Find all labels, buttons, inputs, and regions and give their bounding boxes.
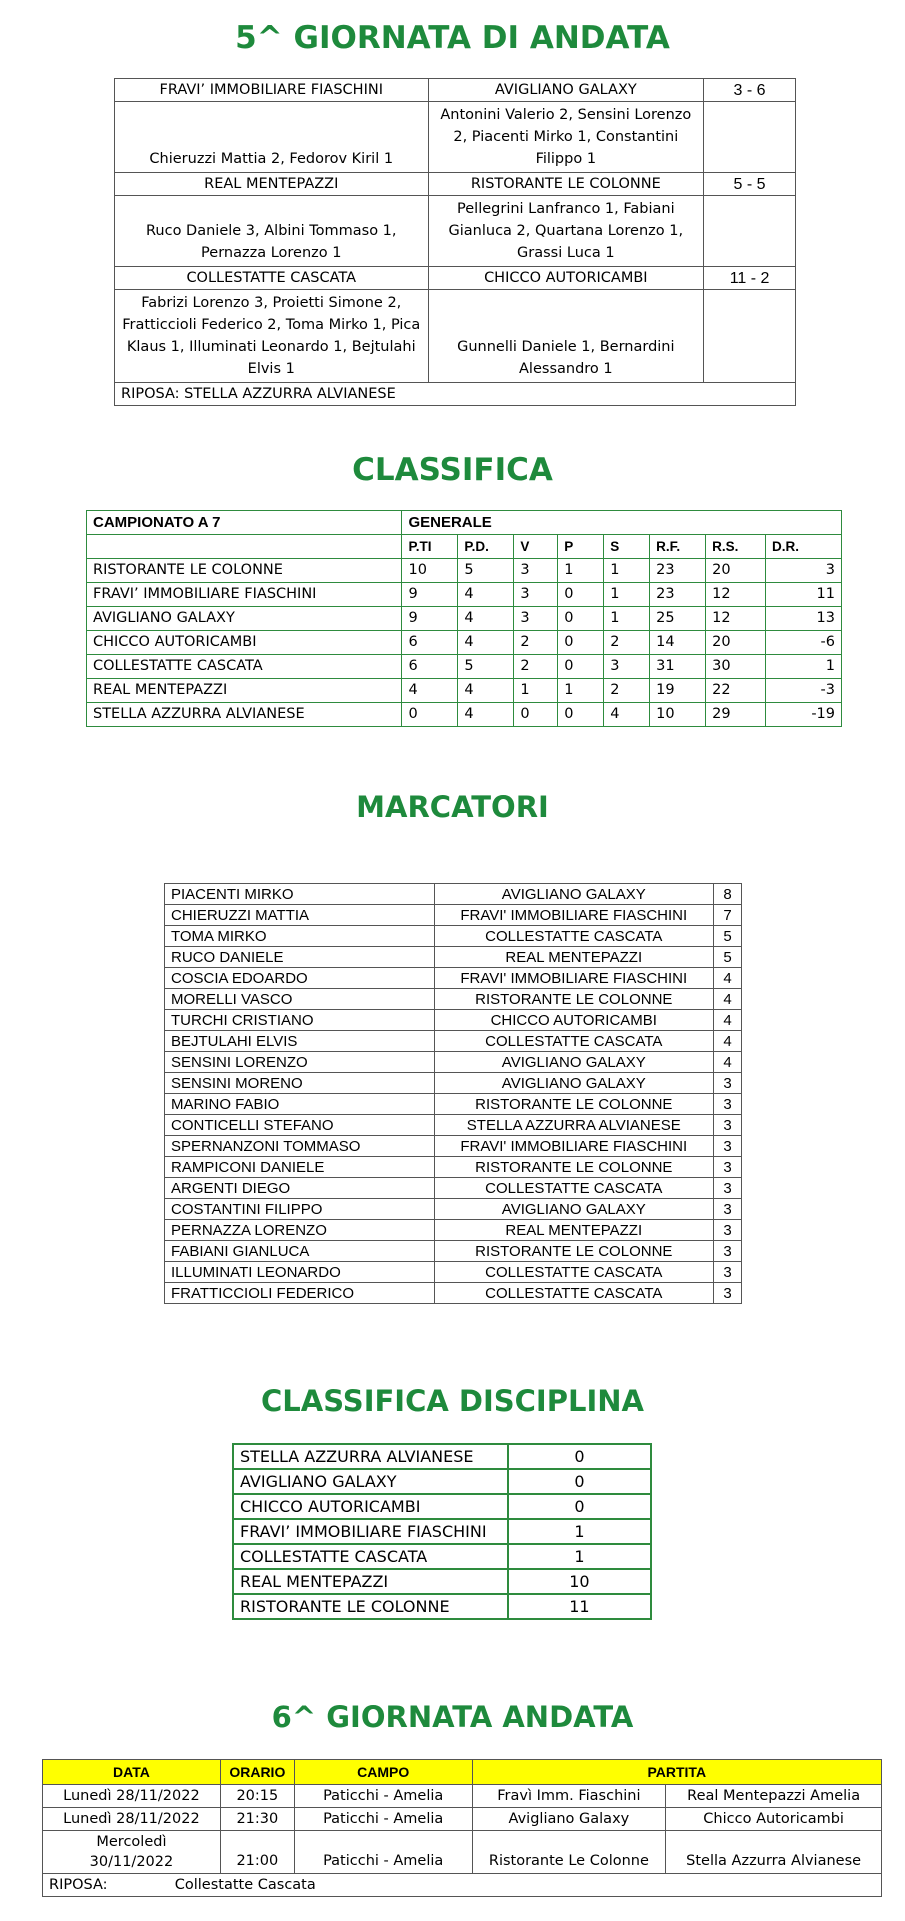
home-scorers: Fabrizi Lorenzo 3, Proietti Simone 2, Fratticcioli Federico 2, Toma Mirko 1, Pica Klaus 1, Illuminati Leonardo 1, Bejtulahi Elvis 1 bbox=[115, 290, 429, 383]
standings-value: 1 bbox=[558, 679, 604, 703]
discipline-table bbox=[232, 1443, 652, 1620]
standings-row bbox=[87, 607, 842, 631]
column-header: S bbox=[604, 535, 650, 559]
standings-team: FRAVI’ IMMOBILIARE FIASCHINI bbox=[87, 583, 402, 607]
scorer-row bbox=[165, 1010, 742, 1031]
match-home: Ristorante Le Colonne bbox=[472, 1831, 666, 1874]
discipline-points: 10 bbox=[508, 1569, 651, 1594]
standings-value: 3 bbox=[514, 559, 558, 583]
riposa-label: RIPOSA: bbox=[49, 1876, 108, 1893]
standings-header-row bbox=[87, 511, 842, 535]
scorer-name: RUCO DANIELE bbox=[165, 947, 435, 968]
standings-title: CLASSIFICA bbox=[352, 452, 553, 488]
scorer-name: ILLUMINATI LEONARDO bbox=[165, 1262, 435, 1283]
scorer-name: BEJTULAHI ELVIS bbox=[165, 1031, 435, 1052]
match-row bbox=[115, 267, 796, 290]
scorer-row bbox=[165, 1115, 742, 1136]
scorer-name: ARGENTI DIEGO bbox=[165, 1178, 435, 1199]
standings-value: 4 bbox=[458, 703, 514, 727]
standings-value: 12 bbox=[706, 583, 766, 607]
scorer-goals: 4 bbox=[714, 989, 742, 1010]
scorer-goals: 3 bbox=[714, 1094, 742, 1115]
standings-team: REAL MENTEPAZZI bbox=[87, 679, 402, 703]
discipline-team: FRAVI’ IMMOBILIARE FIASCHINI bbox=[233, 1519, 508, 1544]
match-score: 3 - 6 bbox=[704, 79, 796, 102]
scorer-team: COLLESTATTE CASCATA bbox=[434, 1262, 713, 1283]
standings-row bbox=[87, 631, 842, 655]
standings-value: 3 bbox=[514, 583, 558, 607]
home-scorers: Chieruzzi Mattia 2, Fedorov Kiril 1 bbox=[115, 102, 429, 173]
scorer-name: RAMPICONI DANIELE bbox=[165, 1157, 435, 1178]
scorer-goals: 3 bbox=[714, 1199, 742, 1220]
scorer-team: RISTORANTE LE COLONNE bbox=[434, 1157, 713, 1178]
column-header: R.F. bbox=[650, 535, 706, 559]
match-score: 11 - 2 bbox=[704, 267, 796, 290]
league-name: CAMPIONATO A 7 bbox=[87, 511, 402, 535]
column-header: V bbox=[514, 535, 558, 559]
home-team: FRAVI’ IMMOBILIARE FIASCHINI bbox=[115, 79, 429, 102]
standings-value: 3 bbox=[604, 655, 650, 679]
away-team: RISTORANTE LE COLONNE bbox=[428, 173, 704, 196]
discipline-row bbox=[233, 1519, 651, 1544]
scorer-team: STELLA AZZURRA ALVIANESE bbox=[434, 1115, 713, 1136]
standings-value: 2 bbox=[514, 631, 558, 655]
scorer-row bbox=[165, 905, 742, 926]
discipline-team: COLLESTATTE CASCATA bbox=[233, 1544, 508, 1569]
away-team: AVIGLIANO GALAXY bbox=[428, 79, 704, 102]
standings-value: 19 bbox=[650, 679, 706, 703]
scorer-row bbox=[165, 1283, 742, 1304]
scorer-row bbox=[165, 947, 742, 968]
scorer-goals: 4 bbox=[714, 1010, 742, 1031]
standings-value: 6 bbox=[402, 631, 458, 655]
column-header: P.TI bbox=[402, 535, 458, 559]
standings-value: 14 bbox=[650, 631, 706, 655]
away-scorers: Pellegrini Lanfranco 1, Fabiani Gianluca 2, Quartana Lorenzo 1, Grassi Luca 1 bbox=[428, 196, 704, 267]
discipline-row bbox=[233, 1544, 651, 1569]
riposa-text: RIPOSA: STELLA AZZURRA ALVIANESE bbox=[115, 383, 796, 406]
scorer-row bbox=[165, 1052, 742, 1073]
discipline-row bbox=[233, 1444, 651, 1469]
scorer-row bbox=[165, 1031, 742, 1052]
column-header: P bbox=[558, 535, 604, 559]
scorer-goals: 4 bbox=[714, 968, 742, 989]
column-header: P.D. bbox=[458, 535, 514, 559]
standings-row bbox=[87, 583, 842, 607]
standings-value: 4 bbox=[458, 607, 514, 631]
scorers-title: MARCATORI bbox=[356, 790, 549, 824]
scorer-goals: 3 bbox=[714, 1073, 742, 1094]
scorer-team: RISTORANTE LE COLONNE bbox=[434, 1094, 713, 1115]
scorer-team: FRAVI' IMMOBILIARE FIASCHINI bbox=[434, 968, 713, 989]
standings-value: 13 bbox=[766, 607, 842, 631]
match-home: Avigliano Galaxy bbox=[472, 1808, 666, 1831]
scorer-goals: 3 bbox=[714, 1241, 742, 1262]
scorer-name: SENSINI MORENO bbox=[165, 1073, 435, 1094]
header-data: DATA bbox=[43, 1760, 221, 1785]
scorer-team: REAL MENTEPAZZI bbox=[434, 1220, 713, 1241]
scorer-name: FRATTICCIOLI FEDERICO bbox=[165, 1283, 435, 1304]
match-date: Lunedì 28/11/2022 bbox=[43, 1785, 221, 1808]
schedule-table bbox=[42, 1759, 882, 1897]
match-field: Paticchi - Amelia bbox=[294, 1808, 472, 1831]
standings-value: 10 bbox=[650, 703, 706, 727]
round6-title: 6^ GIORNATA ANDATA bbox=[271, 1700, 634, 1734]
scorer-row bbox=[165, 1073, 742, 1094]
standings-value: 1 bbox=[558, 559, 604, 583]
scorer-row bbox=[165, 884, 742, 905]
scorer-team: REAL MENTEPAZZI bbox=[434, 947, 713, 968]
scorer-goals: 3 bbox=[714, 1136, 742, 1157]
scorer-name: CHIERUZZI MATTIA bbox=[165, 905, 435, 926]
standings-value: 10 bbox=[402, 559, 458, 583]
scorer-team: AVIGLIANO GALAXY bbox=[434, 1199, 713, 1220]
scorers-row bbox=[115, 290, 796, 383]
standings-row bbox=[87, 655, 842, 679]
scorer-goals: 3 bbox=[714, 1220, 742, 1241]
match-home: Fravì Imm. Fiaschini bbox=[472, 1785, 666, 1808]
home-team: COLLESTATTE CASCATA bbox=[115, 267, 429, 290]
standings-value: 30 bbox=[706, 655, 766, 679]
scorer-team: RISTORANTE LE COLONNE bbox=[434, 1241, 713, 1262]
standings-value: 0 bbox=[402, 703, 458, 727]
discipline-points: 11 bbox=[508, 1594, 651, 1619]
scorer-name: FABIANI GIANLUCA bbox=[165, 1241, 435, 1262]
scorer-team: COLLESTATTE CASCATA bbox=[434, 926, 713, 947]
standings-value: 2 bbox=[604, 679, 650, 703]
standings-value: 23 bbox=[650, 559, 706, 583]
header-campo: CAMPO bbox=[294, 1760, 472, 1785]
match-field: Paticchi - Amelia bbox=[294, 1785, 472, 1808]
round5-title: 5^ GIORNATA DI ANDATA bbox=[235, 20, 670, 56]
standings-value: 23 bbox=[650, 583, 706, 607]
riposa-team: Collestatte Cascata bbox=[174, 1876, 316, 1893]
scorer-goals: 3 bbox=[714, 1157, 742, 1178]
scorer-row bbox=[165, 1094, 742, 1115]
scorer-row bbox=[165, 989, 742, 1010]
match-row bbox=[115, 173, 796, 196]
standings-value: 4 bbox=[458, 679, 514, 703]
discipline-points: 1 bbox=[508, 1544, 651, 1569]
scorer-name: CONTICELLI STEFANO bbox=[165, 1115, 435, 1136]
group-name: GENERALE bbox=[402, 511, 842, 535]
discipline-points: 0 bbox=[508, 1444, 651, 1469]
scorer-name: MARINO FABIO bbox=[165, 1094, 435, 1115]
standings-value: 0 bbox=[558, 607, 604, 631]
standings-value: 1 bbox=[604, 583, 650, 607]
scorer-goals: 4 bbox=[714, 1031, 742, 1052]
standings-value: 0 bbox=[558, 655, 604, 679]
standings-value: -19 bbox=[766, 703, 842, 727]
standings-team: COLLESTATTE CASCATA bbox=[87, 655, 402, 679]
scorers-row bbox=[115, 102, 796, 173]
scorer-goals: 4 bbox=[714, 1052, 742, 1073]
standings-value: 4 bbox=[604, 703, 650, 727]
match-away: Stella Azzurra Alvianese bbox=[666, 1831, 882, 1874]
standings-value: 29 bbox=[706, 703, 766, 727]
standings-value: 0 bbox=[514, 703, 558, 727]
standings-value: 1 bbox=[766, 655, 842, 679]
scorer-row bbox=[165, 1220, 742, 1241]
riposa-cell bbox=[43, 1874, 882, 1897]
standings-value: 11 bbox=[766, 583, 842, 607]
discipline-row bbox=[233, 1469, 651, 1494]
scorer-team: COLLESTATTE CASCATA bbox=[434, 1031, 713, 1052]
schedule-header-row bbox=[43, 1760, 882, 1785]
standings-team: AVIGLIANO GALAXY bbox=[87, 607, 402, 631]
standings-row bbox=[87, 703, 842, 727]
match-score: 5 - 5 bbox=[704, 173, 796, 196]
discipline-team: AVIGLIANO GALAXY bbox=[233, 1469, 508, 1494]
scorer-name: PIACENTI MIRKO bbox=[165, 884, 435, 905]
standings-row bbox=[87, 559, 842, 583]
standings-value: 0 bbox=[558, 583, 604, 607]
standings-columns-row bbox=[87, 535, 842, 559]
scorer-team: COLLESTATTE CASCATA bbox=[434, 1178, 713, 1199]
discipline-team: CHICCO AUTORICAMBI bbox=[233, 1494, 508, 1519]
standings-value: 2 bbox=[604, 631, 650, 655]
header-partita: PARTITA bbox=[472, 1760, 881, 1785]
scorer-name: SENSINI LORENZO bbox=[165, 1052, 435, 1073]
discipline-title: CLASSIFICA DISCIPLINA bbox=[261, 1384, 644, 1418]
scorer-row bbox=[165, 968, 742, 989]
scorer-name: SPERNANZONI TOMMASO bbox=[165, 1136, 435, 1157]
match-field: Paticchi - Amelia bbox=[294, 1831, 472, 1874]
standings-value: 12 bbox=[706, 607, 766, 631]
discipline-points: 0 bbox=[508, 1494, 651, 1519]
discipline-team: REAL MENTEPAZZI bbox=[233, 1569, 508, 1594]
header-orario: ORARIO bbox=[220, 1760, 294, 1785]
scorer-team: FRAVI' IMMOBILIARE FIASCHINI bbox=[434, 905, 713, 926]
results-table bbox=[114, 78, 796, 406]
scorer-name: TOMA MIRKO bbox=[165, 926, 435, 947]
standings-table bbox=[86, 510, 842, 727]
standings-value: 3 bbox=[514, 607, 558, 631]
standings-team: CHICCO AUTORICAMBI bbox=[87, 631, 402, 655]
standings-value: 20 bbox=[706, 559, 766, 583]
scorer-team: FRAVI' IMMOBILIARE FIASCHINI bbox=[434, 1136, 713, 1157]
standings-value: 4 bbox=[402, 679, 458, 703]
standings-value: 31 bbox=[650, 655, 706, 679]
standings-value: 3 bbox=[766, 559, 842, 583]
scorer-team: AVIGLIANO GALAXY bbox=[434, 1052, 713, 1073]
standings-value: 0 bbox=[558, 631, 604, 655]
scorer-row bbox=[165, 1199, 742, 1220]
scorer-name: COSCIA EDOARDO bbox=[165, 968, 435, 989]
standings-value: 22 bbox=[706, 679, 766, 703]
discipline-row bbox=[233, 1594, 651, 1619]
scorer-team: AVIGLIANO GALAXY bbox=[434, 884, 713, 905]
standings-value: 2 bbox=[514, 655, 558, 679]
scorer-team: COLLESTATTE CASCATA bbox=[434, 1283, 713, 1304]
discipline-team: RISTORANTE LE COLONNE bbox=[233, 1594, 508, 1619]
match-date: Mercoledì 30/11/2022 bbox=[43, 1831, 221, 1874]
away-team: CHICCO AUTORICAMBI bbox=[428, 267, 704, 290]
scorers-table bbox=[164, 883, 742, 1304]
match-away: Chicco Autoricambi bbox=[666, 1808, 882, 1831]
standings-value: 0 bbox=[558, 703, 604, 727]
scorer-row bbox=[165, 1136, 742, 1157]
standings-value: -6 bbox=[766, 631, 842, 655]
away-scorers: Antonini Valerio 2, Sensini Lorenzo 2, Piacenti Mirko 1, Constantini Filippo 1 bbox=[428, 102, 704, 173]
standings-value: 1 bbox=[514, 679, 558, 703]
schedule-row bbox=[43, 1831, 882, 1874]
standings-value: 9 bbox=[402, 583, 458, 607]
standings-value: -3 bbox=[766, 679, 842, 703]
discipline-points: 0 bbox=[508, 1469, 651, 1494]
discipline-row bbox=[233, 1569, 651, 1594]
scorer-team: CHICCO AUTORICAMBI bbox=[434, 1010, 713, 1031]
match-time: 20:15 bbox=[220, 1785, 294, 1808]
scorer-goals: 3 bbox=[714, 1262, 742, 1283]
match-time: 21:00 bbox=[220, 1831, 294, 1874]
scorer-row bbox=[165, 1157, 742, 1178]
standings-value: 4 bbox=[458, 583, 514, 607]
standings-value: 6 bbox=[402, 655, 458, 679]
standings-value: 5 bbox=[458, 655, 514, 679]
riposa-row bbox=[43, 1874, 882, 1897]
scorer-row bbox=[165, 926, 742, 947]
scorers-row bbox=[115, 196, 796, 267]
schedule-row bbox=[43, 1808, 882, 1831]
scorer-name: TURCHI CRISTIANO bbox=[165, 1010, 435, 1031]
standings-team: STELLA AZZURRA ALVIANESE bbox=[87, 703, 402, 727]
column-header: D.R. bbox=[766, 535, 842, 559]
scorer-team: AVIGLIANO GALAXY bbox=[434, 1073, 713, 1094]
scorer-goals: 3 bbox=[714, 1283, 742, 1304]
scorer-goals: 8 bbox=[714, 884, 742, 905]
match-date: Lunedì 28/11/2022 bbox=[43, 1808, 221, 1831]
standings-value: 4 bbox=[458, 631, 514, 655]
scorer-name: PERNAZZA LORENZO bbox=[165, 1220, 435, 1241]
scorer-row bbox=[165, 1241, 742, 1262]
standings-team: RISTORANTE LE COLONNE bbox=[87, 559, 402, 583]
standings-value: 1 bbox=[604, 559, 650, 583]
match-away: Real Mentepazzi Amelia bbox=[666, 1785, 882, 1808]
scorer-name: MORELLI VASCO bbox=[165, 989, 435, 1010]
column-header: R.S. bbox=[706, 535, 766, 559]
standings-value: 1 bbox=[604, 607, 650, 631]
match-time: 21:30 bbox=[220, 1808, 294, 1831]
away-scorers: Gunnelli Daniele 1, Bernardini Alessandro 1 bbox=[428, 290, 704, 383]
scorer-row bbox=[165, 1262, 742, 1283]
scorer-goals: 7 bbox=[714, 905, 742, 926]
home-scorers: Ruco Daniele 3, Albini Tommaso 1, Pernazza Lorenzo 1 bbox=[115, 196, 429, 267]
schedule-row bbox=[43, 1785, 882, 1808]
home-team: REAL MENTEPAZZI bbox=[115, 173, 429, 196]
standings-value: 20 bbox=[706, 631, 766, 655]
standings-row bbox=[87, 679, 842, 703]
discipline-row bbox=[233, 1494, 651, 1519]
scorer-goals: 3 bbox=[714, 1115, 742, 1136]
scorer-goals: 3 bbox=[714, 1178, 742, 1199]
standings-value: 25 bbox=[650, 607, 706, 631]
riposa-row bbox=[115, 383, 796, 406]
discipline-points: 1 bbox=[508, 1519, 651, 1544]
discipline-team: STELLA AZZURRA ALVIANESE bbox=[233, 1444, 508, 1469]
scorer-goals: 5 bbox=[714, 926, 742, 947]
scorer-name: COSTANTINI FILIPPO bbox=[165, 1199, 435, 1220]
standings-value: 9 bbox=[402, 607, 458, 631]
match-row bbox=[115, 79, 796, 102]
standings-value: 5 bbox=[458, 559, 514, 583]
scorer-team: RISTORANTE LE COLONNE bbox=[434, 989, 713, 1010]
scorer-row bbox=[165, 1178, 742, 1199]
scorer-goals: 5 bbox=[714, 947, 742, 968]
